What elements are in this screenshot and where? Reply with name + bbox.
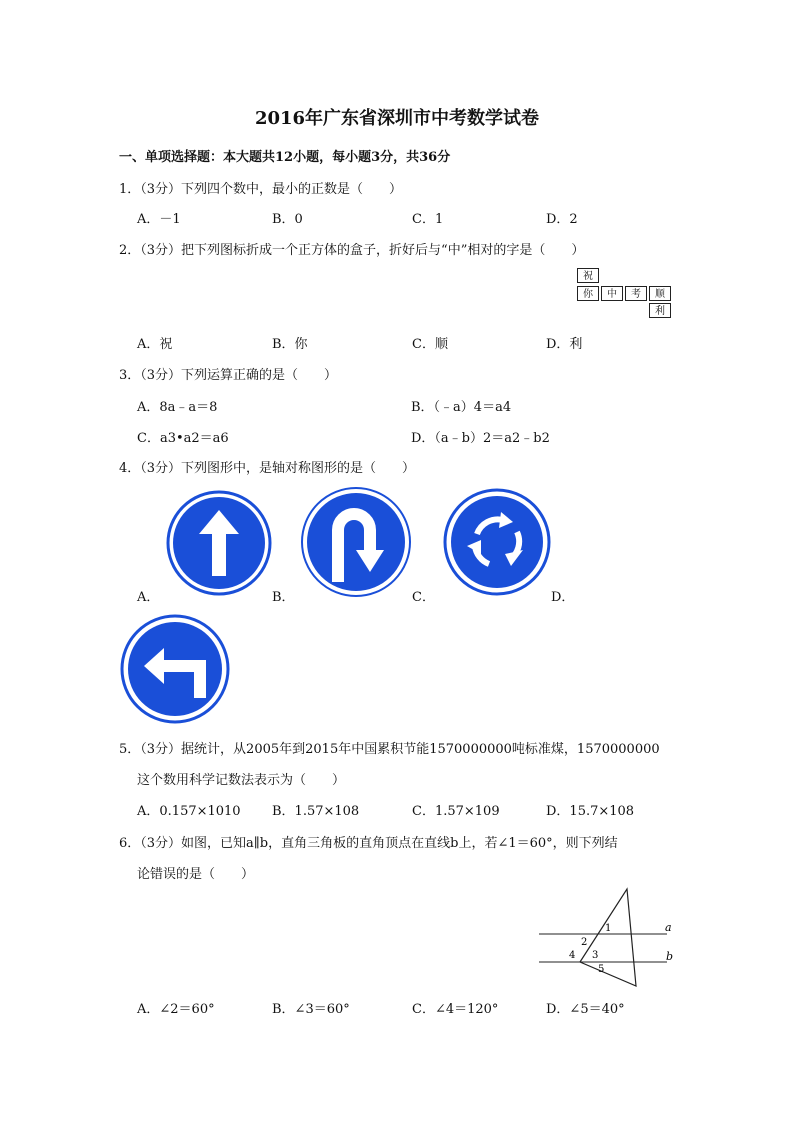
q2-option-c: C．顺 bbox=[412, 337, 448, 352]
q1-option-a: A．－1 bbox=[137, 212, 181, 227]
sign-roundabout bbox=[441, 488, 553, 598]
net-cell: 顺 bbox=[649, 286, 671, 301]
q6-option-a: A．∠2＝60° bbox=[137, 1002, 215, 1017]
sign-turn-left bbox=[120, 614, 230, 724]
q3-option-b: B．（﹣a）4＝a4 bbox=[411, 400, 512, 415]
net-cell: 考 bbox=[625, 286, 647, 301]
question-6-stem: 6．（3分）如图，已知a∥b，直角三角板的直角顶点在直线b上，若∠1＝60°，则下列结 bbox=[119, 836, 618, 851]
net-cell: 祝 bbox=[577, 268, 599, 283]
label-a: a bbox=[665, 921, 672, 934]
q5-option-b: B．1.57×108 bbox=[272, 804, 360, 819]
q4-option-b: B． bbox=[272, 590, 295, 605]
page-title: 2016年广东省深圳市中考数学试卷 bbox=[254, 108, 540, 129]
parallel-lines-figure bbox=[535, 886, 685, 988]
label-4: 4 bbox=[569, 950, 576, 961]
q2-option-b: B．你 bbox=[272, 337, 308, 352]
question-5-stem-cont: 这个数用科学记数法表示为（ ） bbox=[137, 773, 346, 788]
label-3: 3 bbox=[592, 950, 599, 961]
q3-option-a: A．8a﹣a＝8 bbox=[137, 400, 218, 415]
q5-option-a: A．0.157×1010 bbox=[137, 804, 241, 819]
question-1-stem: 1．（3分）下列四个数中，最小的正数是（ ） bbox=[119, 182, 403, 197]
q4-option-a: A． bbox=[137, 590, 160, 605]
q2-option-a: A．祝 bbox=[137, 337, 173, 352]
sign-straight-arrow bbox=[164, 490, 274, 600]
net-cell: 中 bbox=[601, 286, 623, 301]
q3-option-c: C．a3•a2＝a6 bbox=[137, 431, 229, 446]
q2-option-d: D．利 bbox=[546, 337, 583, 352]
q6-option-b: B．∠3＝60° bbox=[272, 1002, 350, 1017]
q5-option-c: C．1.57×109 bbox=[412, 804, 500, 819]
net-cell: 利 bbox=[649, 303, 671, 318]
q1-option-d: D．2 bbox=[546, 212, 578, 227]
q6-option-d: D．∠5＝40° bbox=[546, 1002, 625, 1017]
net-cell: 你 bbox=[577, 286, 599, 301]
question-3-stem: 3．（3分）下列运算正确的是（ ） bbox=[119, 368, 338, 383]
q4-option-d: D． bbox=[551, 590, 575, 605]
q5-option-d: D．15.7×108 bbox=[546, 804, 635, 819]
label-b: b bbox=[666, 950, 674, 963]
question-2-stem: 2．（3分）把下列图标折成一个正方体的盒子，折好后与“中”相对的字是（ ） bbox=[119, 243, 585, 258]
question-5-stem: 5．（3分）据统计，从2005年到2015年中国累积节能1570000000吨标准煤，1570000000 bbox=[119, 742, 660, 757]
label-2: 2 bbox=[581, 937, 588, 948]
q3-option-d: D．（a﹣b）2＝a2﹣b2 bbox=[411, 431, 550, 446]
q6-option-c: C．∠4＝120° bbox=[412, 1002, 499, 1017]
q4-option-c: C． bbox=[412, 590, 435, 605]
q1-option-c: C．1 bbox=[412, 212, 444, 227]
sign-u-turn bbox=[300, 486, 412, 598]
question-6-stem-cont: 论错误的是（ ） bbox=[137, 867, 255, 882]
label-5: 5 bbox=[598, 964, 605, 975]
q1-option-b: B．0 bbox=[272, 212, 303, 227]
label-1: 1 bbox=[605, 923, 612, 934]
section-heading: 一、单项选择题：本大题共12小题，每小题3分，共36分 bbox=[119, 150, 451, 165]
question-4-stem: 4．（3分）下列图形中，是轴对称图形的是（ ） bbox=[119, 461, 416, 476]
